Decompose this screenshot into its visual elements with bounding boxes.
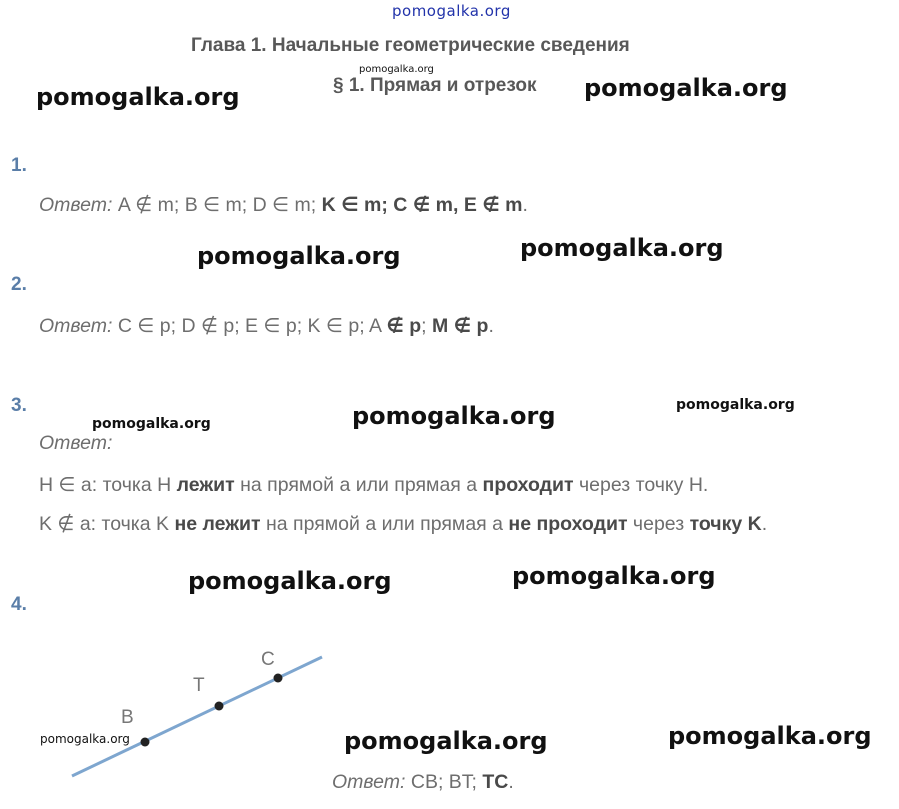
answer-end: . [508,771,514,793]
answer-label: Ответ: [332,771,406,793]
task-number-2: 2. [11,274,27,295]
text: . [761,513,768,535]
text: на прямой a или прямая a [234,474,483,496]
point-label-t: T [193,675,205,696]
point-c [274,674,283,683]
answer-text: CB; BT; [405,771,483,793]
point-t [215,702,224,711]
watermark: pomogalka.org [36,83,240,111]
text-bold: не лежит [174,513,261,535]
answer-end: . [522,194,528,216]
answer-text: A ∉ m; B ∈ m; D ∈ m; [112,194,322,216]
point-b [141,738,150,747]
task-4-answer [332,771,514,794]
watermark: pomogalka.org [668,722,872,750]
answer-bold: TC [482,771,509,793]
answer-bold: K ∈ m; C ∉ m, E ∉ m [321,194,523,216]
watermark: pomogalka.org [676,397,795,413]
section-title: § 1. Прямая и отрезок [333,75,537,96]
watermark: pomogalka.org [197,242,401,270]
task-3-answer-label: Ответ: [39,432,113,454]
answer-bold: M ∉ p [432,315,489,337]
watermark-top: pomogalka.org [392,2,511,20]
watermark: pomogalka.org [584,74,788,102]
text-bold: не проходит [508,513,628,535]
text: на прямой a или прямая a [260,513,509,535]
watermark: pomogalka.org [520,234,724,262]
answer-label: Ответ: [39,194,113,216]
text-bold: проходит [482,474,574,496]
watermark: pomogalka.org [188,567,392,595]
watermark: pomogalka.org [512,562,716,590]
text: K ∉ a: точка K [39,513,175,535]
text: через [627,513,690,535]
watermark: pomogalka.org [92,416,211,432]
answer-label: Ответ: [39,315,113,337]
point-label-b: B [121,707,134,728]
answer-end: . [488,315,494,337]
chapter-title: Глава 1. Начальные геометрические сведения [191,35,630,56]
watermark: pomogalka.org [352,402,556,430]
task-number-4: 4. [11,594,27,615]
watermark: pomogalka.org [40,732,130,746]
task-number-1: 1. [11,155,27,176]
text: H ∈ a: точка H [39,474,177,496]
watermark: pomogalka.org [344,727,548,755]
text-bold: лежит [176,474,235,496]
text-bold: точку K [689,513,762,535]
answer-bold: ∉ p [386,315,422,337]
watermark-small: pomogalka.org [359,64,434,75]
task-number-3: 3. [11,395,27,416]
answer-text: ; [421,315,432,337]
point-label-c: C [261,649,275,670]
text: через точку H. [573,474,709,496]
answer-text: C ∈ p; D ∉ p; E ∈ p; K ∈ p; A [112,315,387,337]
